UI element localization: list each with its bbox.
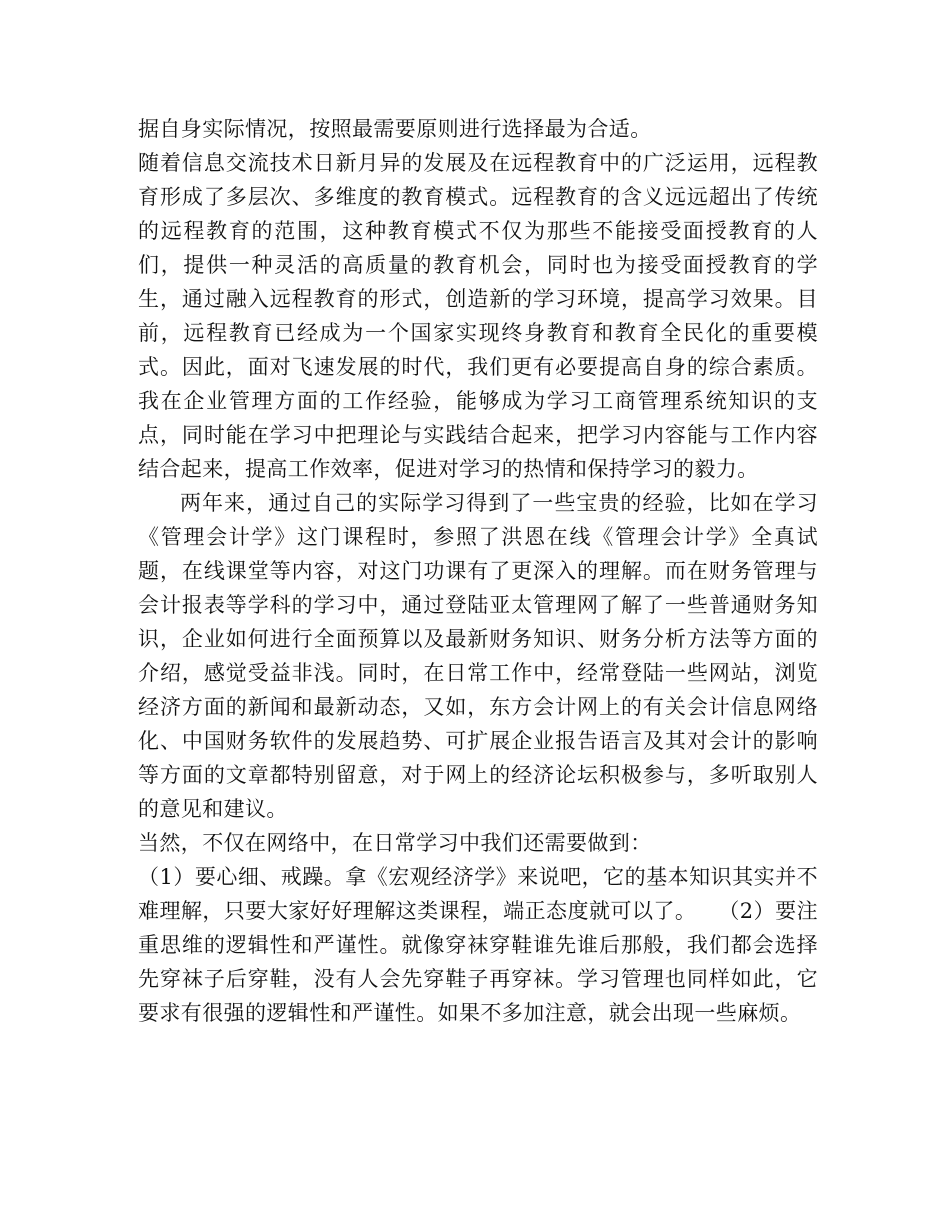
document-body xyxy=(138,112,818,1030)
paragraph-study-points: （1）要心细、戒躁。拿《宏观经济学》来说吧，它的基本知识其实并不难理解，只要大家好好理解这类课程，端正态度就可以了。 （2）要注重思维的逻辑性和严谨性。就像穿袜穿鞋谁先谁后那般，我们都会选择先穿袜子后穿鞋，没有人会先穿鞋子再穿袜。学习管理也同样如此，它要求有很强的逻辑性和严谨性。如果不多加注意，就会出现一些麻烦。 xyxy=(138,865,818,1025)
paragraph-continuation: 据自身实际情况，按照最需要原则进行选择最为合适。 xyxy=(138,117,652,141)
paragraph-learning-experience: 两年来，通过自己的实际学习得到了一些宝贵的经验，比如在学习《管理会计学》这门课程时，参照了洪恩在线《管理会计学》全真试题，在线课堂等内容，对这门功课有了更深入的理解。而在财务管理与会计报表等学科的学习中，通过登陆亚太管理网了解了一些普通财务知识，企业如何进行全面预算以及最新财务知识、财务分析方法等方面的介绍，感觉受益非浅。同时，在日常工作中，经常登陆一些网站，浏览经济方面的新闻和最新动态，又如，东方会计网上的有关会计信息网络化、中国财务软件的发展趋势、可扩展企业报告语言及其对会计的影响等方面的文章都特别留意，对于网上的经济论坛积极参与，多听取别人的意见和建议。 xyxy=(138,491,818,821)
paragraph-distance-education: 随着信息交流技术日新月异的发展及在远程教育中的广泛运用，远程教育形成了多层次、多维度的教育模式。远程教育的含义远远超出了传统的远程教育的范围，这种教育模式不仅为那些不能接受面授教育的人们，提供一种灵活的高质量的教育机会，同时也为接受面授教育的学生，通过融入远程教育的形式，创造新的学习环境，提高学习效果。目前，远程教育已经成为一个国家实现终身教育和教育全民化的重要模式。因此，面对飞速发展的时代，我们更有必要提高自身的综合素质。我在企业管理方面的工作经验，能够成为学习工商管理系统知识的支点，同时能在学习中把理论与实践结合起来，把学习内容能与工作内容结合起来，提高工作效率，促进对学习的热情和保持学习的毅力。 xyxy=(138,151,818,481)
paragraph-daily-study-intro: 当然，不仅在网络中，在日常学习中我们还需要做到： xyxy=(138,831,652,855)
